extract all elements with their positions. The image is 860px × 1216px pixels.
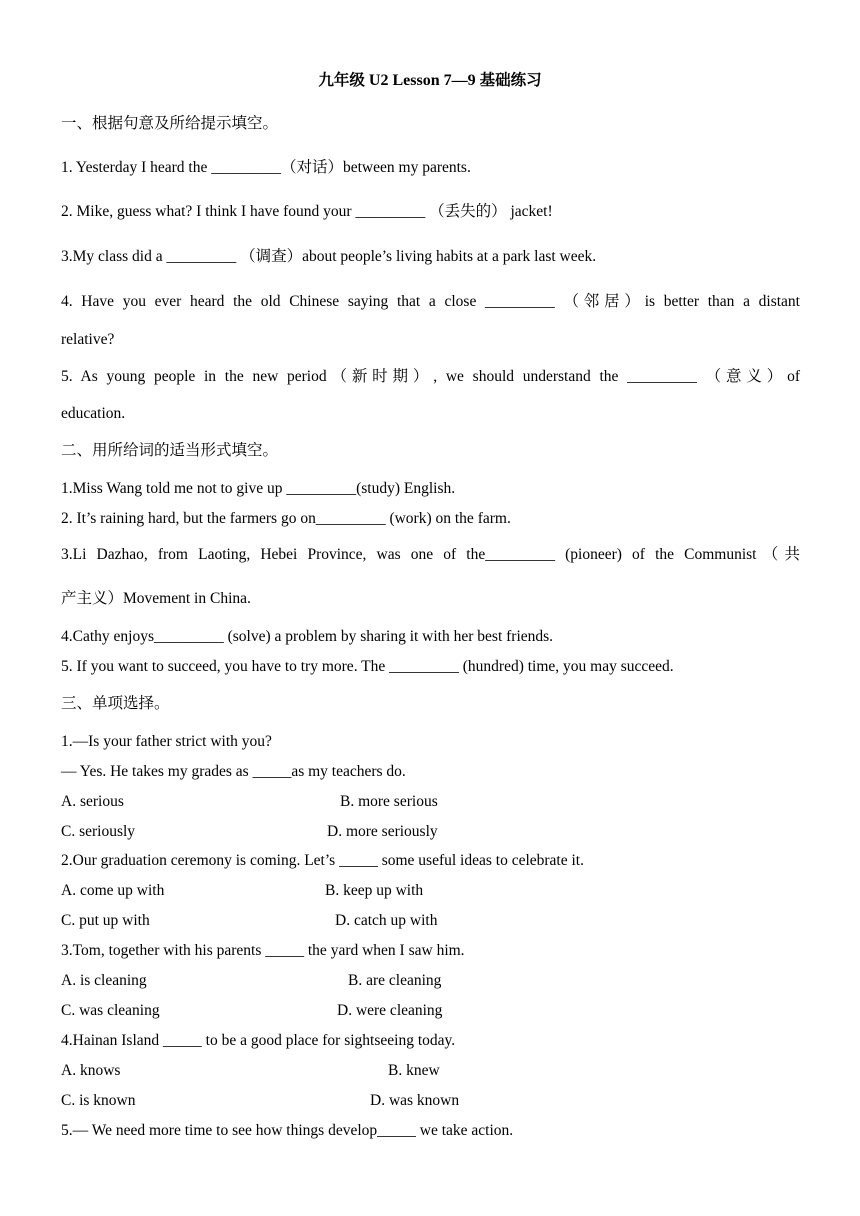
s3-q2-option-a: A. come up with: [61, 882, 165, 899]
s2-question-3-cont: 产主义）Movement in China.: [61, 589, 251, 607]
page-title: [0, 68, 860, 90]
s3-question-1-stem2: — Yes. He takes my grades as _____as my teachers do.: [61, 763, 406, 780]
s3-q2-option-d: D. catch up with: [335, 912, 438, 929]
s1-question-4: 4. Have you ever heard the old Chinese saying that a close _________ （邻居）is better than a distant: [61, 292, 800, 310]
s3-q3-option-a: A. is cleaning: [61, 972, 147, 989]
s1-question-1: 1. Yesterday I heard the _________（对话）between my parents.: [61, 158, 471, 176]
s2-question-4: 4.Cathy enjoys_________ (solve) a problem by sharing it with her best friends.: [61, 628, 554, 645]
title-lesson: U2 Lesson 7—9: [368, 72, 476, 89]
s2-question-1: 1.Miss Wang told me not to give up _________(study) English.: [61, 480, 456, 497]
s3-question-5-stem: 5.— We need more time to see how things develop_____ we take action.: [61, 1122, 514, 1139]
s3-question-4-stem: 4.Hainan Island _____ to be a good place for sightseeing today.: [61, 1032, 456, 1049]
title-grade: 九年级: [318, 71, 365, 89]
s1-question-5-cont: education.: [61, 405, 126, 422]
section2-heading: 二、用所给词的适当形式填空。: [61, 441, 279, 459]
s3-q4-option-b: B. knew: [388, 1062, 440, 1079]
s3-q1-option-a: A. serious: [61, 793, 124, 810]
s3-question-2-stem: 2.Our graduation ceremony is coming. Let’s _____ some useful ideas to celebrate it.: [61, 852, 584, 869]
s2-question-3: 3.Li Dazhao, from Laoting, Hebei Province, was one of the_________ (pioneer) of the Communist（共: [61, 545, 800, 563]
s2-question-5: 5. If you want to succeed, you have to try more. The _________ (hundred) time, you may succeed.: [61, 658, 674, 675]
section1-heading: 一、根据句意及所给提示填空。: [61, 114, 279, 132]
s3-q2-option-c: C. put up with: [61, 912, 150, 929]
s3-question-3-stem: 3.Tom, together with his parents _____ the yard when I saw him.: [61, 942, 465, 959]
s1-question-2: 2. Mike, guess what? I think I have found your _________ （丢失的） jacket!: [61, 202, 553, 220]
s3-q1-option-d: D. more seriously: [327, 823, 438, 840]
s3-q1-option-c: C. seriously: [61, 823, 136, 840]
title-type: 基础练习: [479, 71, 542, 89]
s1-question-3: 3.My class did a _________ （调查）about people’s living habits at a park last week.: [61, 247, 597, 265]
s2-question-2: 2. It’s raining hard, but the farmers go on_________ (work) on the farm.: [61, 510, 511, 527]
s3-q3-option-d: D. were cleaning: [337, 1002, 443, 1019]
s3-q3-option-b: B. are cleaning: [348, 972, 442, 989]
s3-q4-option-a: A. knows: [61, 1062, 121, 1079]
s3-q2-option-b: B. keep up with: [325, 882, 424, 899]
s3-q4-option-c: C. is known: [61, 1092, 136, 1109]
s1-question-4-cont: relative?: [61, 331, 115, 348]
s3-q3-option-c: C. was cleaning: [61, 1002, 160, 1019]
s1-question-5: 5. As young people in the new period（新时期）, we should understand the _________ （意义）of: [61, 367, 800, 385]
s3-question-1-stem: 1.—Is your father strict with you?: [61, 733, 272, 750]
s3-q4-option-d: D. was known: [370, 1092, 460, 1109]
section3-heading: 三、单项选择。: [61, 694, 170, 712]
s3-q1-option-b: B. more serious: [340, 793, 438, 810]
